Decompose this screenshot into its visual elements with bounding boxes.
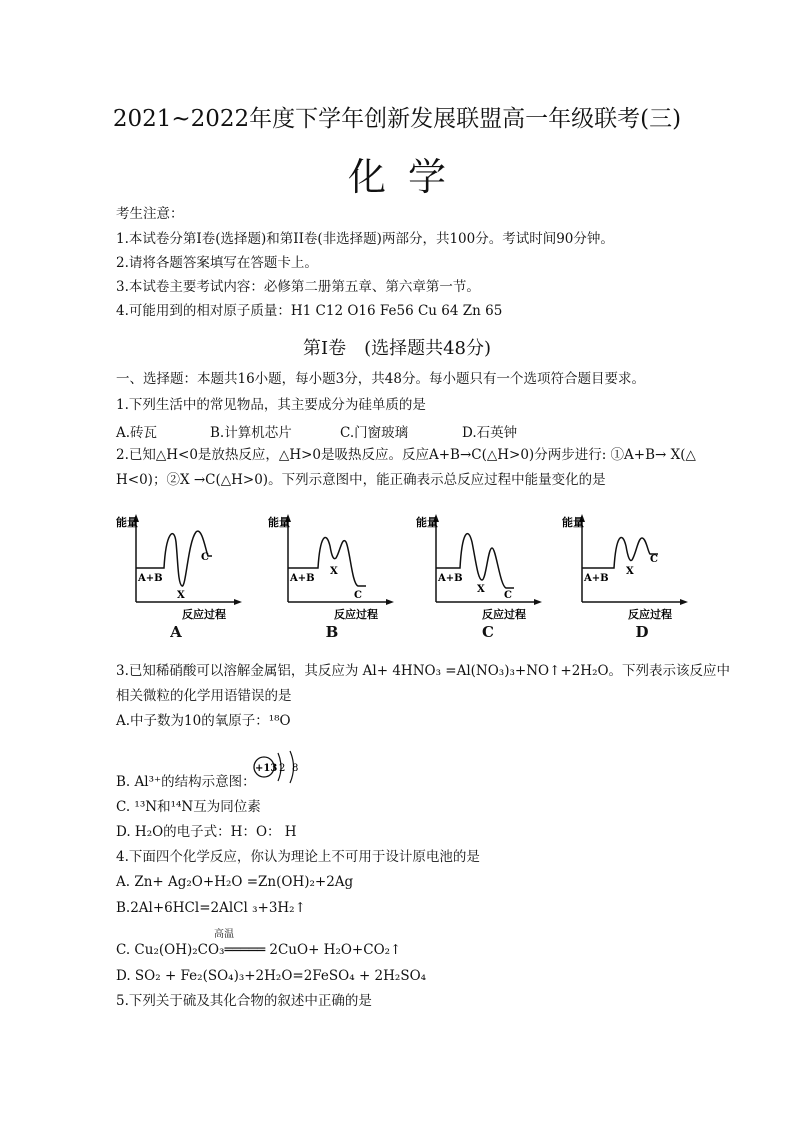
- product-label: C: [354, 590, 362, 601]
- reactant-label: A+B: [138, 573, 163, 584]
- reactant-label: A+B: [584, 573, 609, 584]
- axis-y-label: 能量: [268, 516, 290, 529]
- atom-nucleus-label: +13: [255, 763, 278, 774]
- q1-option-c: C.门窗玻璃: [340, 425, 409, 441]
- section-intro: 一、选择题：本题共16小题，每小题3分，共48分。每小题只有一个选项符合题目要求。: [116, 371, 645, 387]
- axis-x-label: 反应过程: [334, 608, 378, 621]
- axis-x-label: 反应过程: [482, 608, 526, 621]
- q3-stem-line2: 相关微粒的化学用语错误的是: [116, 688, 292, 704]
- section-title: 第I卷 (选择题共48分): [302, 338, 492, 359]
- q3-option-c: C. ¹³N和¹⁴N互为同位素: [116, 799, 261, 815]
- subject-title: 化学: [347, 155, 468, 199]
- notice-item-3: 3.本试卷主要考试内容：必修第二册第五章、第六章第一节。: [116, 279, 480, 295]
- axis-y-label: 能量: [416, 516, 438, 529]
- figure-label-c: C: [482, 623, 494, 641]
- axis-x-label: 反应过程: [182, 608, 226, 621]
- figure-label-a: A: [170, 623, 182, 641]
- intermediate-label: X: [330, 566, 338, 577]
- notice-item-2: 2.请将各题答案填写在答题卡上。: [116, 255, 318, 271]
- axis-y-label: 能量: [562, 516, 584, 529]
- q5-stem: 5.下列关于硫及其化合物的叙述中正确的是: [116, 993, 372, 1009]
- q2-stem-line2: H<0)；②X →C(△H>0)。下列示意图中，能正确表示总反应过程中能量变化的是: [116, 472, 606, 488]
- q1-option-b: B.计算机芯片: [210, 425, 292, 441]
- intermediate-label: X: [477, 584, 485, 595]
- intermediate-label: X: [626, 566, 634, 577]
- energy-diagram-d: [562, 512, 692, 644]
- q1-option-d: D.石英钟: [462, 425, 518, 441]
- q1-stem: 1.下列生活中的常见物品，其主要成分为硅单质的是: [116, 397, 426, 413]
- q2-stem-line1: 2.已知△H<0是放热反应，△H>0是吸热反应。反应A+B→C(△H>0)分两步进行: ①A+B→ X(△: [116, 447, 696, 463]
- q4-option-d: D. SO₂ + Fe₂(SO₄)₃+2H₂O=2FeSO₄ + 2H₂SO₄: [116, 968, 427, 984]
- q4-reaction-condition: 高温: [214, 929, 234, 940]
- exam-title: 2021~2022年度下学年创新发展联盟高一年级联考(三): [112, 106, 682, 132]
- q4-stem: 4.下面四个化学反应，你认为理论上不可用于设计原电池的是: [116, 849, 480, 865]
- notice-heading: 考生注意：: [116, 206, 184, 222]
- reactant-label: A+B: [438, 573, 463, 584]
- figure-label-b: B: [325, 623, 339, 641]
- figure-label-d: D: [635, 623, 649, 641]
- notice-item-4: 4.可能用到的相对原子质量：H1 C12 O16 Fe56 Cu 64 Zn 65: [116, 303, 503, 319]
- al-ion-structure-diagram: [252, 748, 308, 784]
- q3-option-d: D. H₂O的电子式：H：O： H: [116, 824, 297, 840]
- q1-option-a: A.砖瓦: [116, 425, 158, 441]
- intermediate-label: X: [177, 590, 185, 601]
- axis-x-label: 反应过程: [628, 608, 672, 621]
- q4-option-b: B.2Al+6HCl=2AlCl ₃+3H₂↑: [116, 900, 306, 916]
- product-label: C: [650, 554, 658, 565]
- product-label: C: [201, 552, 209, 563]
- atom-shell-1: 2: [279, 763, 286, 774]
- reactant-label: A+B: [290, 573, 315, 584]
- q3-option-a: A.中子数为10的氧原子：¹⁸O: [116, 713, 291, 729]
- atom-shell-2: 8: [292, 763, 299, 774]
- product-label: C: [504, 590, 512, 601]
- q4-option-a: A. Zn+ Ag₂O+H₂O =Zn(OH)₂+2Ag: [116, 874, 354, 890]
- q3-stem-line1: 3.已知稀硝酸可以溶解金属铝，其反应为 Al+ 4HNO₃ =Al(NO₃)₃+NO↑+2H₂O。下列表示该反应中: [116, 663, 731, 679]
- axis-y-label: 能量: [116, 516, 138, 529]
- q4-option-c: C. Cu₂(OH)₂CO₃═════ 2CuO+ H₂O+CO₂↑: [116, 942, 402, 958]
- q3-option-b: B. Al³⁺的结构示意图：: [116, 774, 256, 790]
- notice-item-1: 1.本试卷分第I卷(选择题)和第II卷(非选择题)两部分，共100分。考试时间90分钟。: [116, 231, 614, 247]
